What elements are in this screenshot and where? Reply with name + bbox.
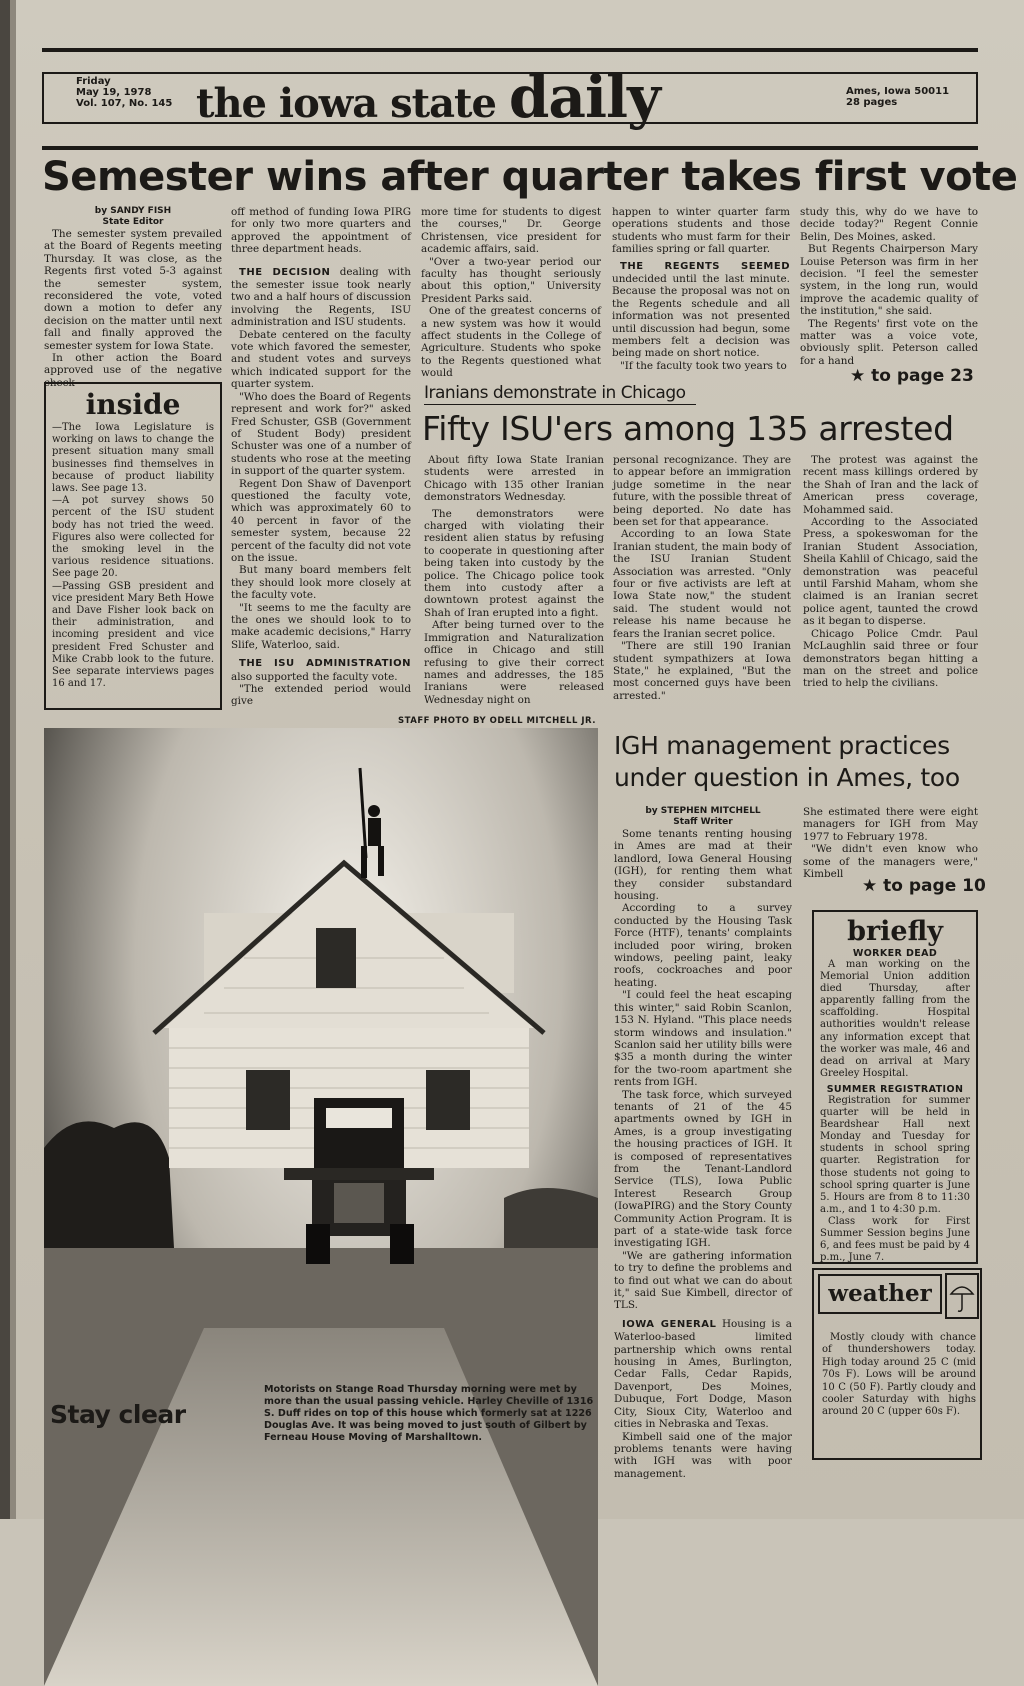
iran-paragraph: The protest was against the recent mass killings ordered by the Shah of Iran and the lack of American press coverage, Mohammed said.: [803, 454, 978, 516]
iran-kicker: Iranians demonstrate in Chicago: [424, 383, 686, 403]
umbrella-icon: [946, 1274, 978, 1318]
igh-paragraph: The task force, which surveyed tenants of 21 of the 45 apartments owned by IGH in Ames, is a group investigating the housing practices of IGH. It is composed of representatives from the Tenant-Landlord Service (TLS), Iowa Public Interest Research Group (IowaPIRG) and the Story County Community Action Program. It is part of a state-wide task force investigating IGH.: [614, 1088, 792, 1250]
iran-paragraph: After being turned over to the Immigration and Naturalization office in Chicago and still refusing to give their correct names and addresses, the 185 Iranians were released Wednesday night on: [424, 619, 604, 706]
lead-headline: Semester wins after quarter takes first vote: [42, 154, 1018, 200]
briefly-paragraph: Registration for summer quarter will be held in Beardshear Hall next Monday and Tuesday for students in school spring quarter. Registration for those students not going to school spring quarter is June 5. Hours are from 8 to 11:30 a.m., and 1 to 4:30 p.m.: [820, 1094, 970, 1215]
igh-column-2: [803, 806, 978, 881]
weather-box: [812, 1268, 982, 1460]
lead-subhead: THE ISU ADMINISTRATION: [239, 658, 411, 670]
top-rule: [42, 48, 978, 52]
masthead-day: Friday: [76, 76, 111, 87]
photo-credit: STAFF PHOTO BY ODELL MITCHELL JR.: [398, 716, 596, 726]
house-photo: [44, 728, 598, 1686]
igh-paragraph: Some tenants renting housing in Ames are mad at their landlord, Iowa General Housing (IGH), for renting them what they consider substandard housing.: [614, 828, 792, 903]
masthead-title: [196, 63, 660, 131]
weather-title: weather: [828, 1280, 932, 1307]
lead-byline-role: State Editor: [102, 217, 164, 227]
igh-paragraph: Kimbell said one of the major problems tenants were having with IGH was with poor management.: [614, 1430, 792, 1480]
iran-paragraph: Chicago Police Cmdr. Paul McLaughlin said three or four demonstrators began hitting a man on the street and police tried to help the civilians.: [803, 627, 978, 690]
lead-column-1: [44, 206, 222, 389]
lead-paragraph: "The extended period would give: [231, 683, 411, 708]
lead-paragraph: study this, why do we have to decide today?" Regent Connie Belin, Des Moines, asked.: [800, 206, 978, 243]
masthead-bottom-rule: [42, 146, 978, 150]
masthead-date: May 19, 1978: [76, 87, 152, 98]
lead-paragraph: off method of funding Iowa PIRG for only two more quarters and approved the appointment of three department heads.: [231, 206, 411, 256]
briefly-title: briefly: [847, 916, 943, 947]
igh-paragraph: Housing is a Waterloo-based limited partnership which owns rental housing in Ames, Burlington, Cedar Falls, Cedar Rapids, Davenport, Des Moines, Dubuque, Fort Dodge, Mason City, Sioux City, Waterloo and cities in Nebraska and Texas.: [614, 1317, 792, 1431]
igh-paragraph: According to a survey conducted by the Housing Task Force (HTF), tenants' complaints included poor wiring, broken windows, peeling paint, leaky roofs, cockroaches and poor heating.: [614, 902, 792, 989]
briefly-subhead: WORKER DEAD: [852, 948, 938, 959]
igh-headline-line-1: IGH management practices: [614, 731, 950, 760]
briefly-paragraph: A man working on the Memorial Union addition died Thursday, after apparently falling from the scaffolding. Hospital authorities wouldn't release any information except that the worker was male, 46 and dead on arrival at Mary Greeley Hospital.: [820, 959, 970, 1079]
binding-shadow: [10, 0, 16, 1519]
inside-title: inside: [85, 388, 181, 421]
lead-subhead: THE REGENTS SEEMED: [620, 260, 790, 272]
inside-box: [44, 382, 222, 710]
masthead-title-small: the iowa state: [196, 80, 496, 127]
lead-paragraph: "If the faculty took two years to: [620, 359, 787, 372]
lead-paragraph: In other action the Board approved use of the negative check-: [44, 352, 222, 389]
masthead-pages: 28 pages: [846, 97, 898, 108]
house-window: [316, 928, 356, 988]
iran-paragraph: "There are still 190 Iranian student sympathizers at Iowa State," he explained, "But the most concerned guys have been arrested.": [613, 640, 791, 702]
iran-paragraph: According to an Iowa State Iranian student, the main body of the ISU Iranian Student Association was arrested. "Only four or five activists are left at Iowa State now," the student said. The student would not release his name because he fears the Iranian secret police.: [613, 528, 791, 640]
igh-byline: by STEPHEN MITCHELL: [645, 806, 761, 816]
iran-paragraph: personal recognizance. They are to appear before an immigration judge sometime in the near future, with the possible threat of being deported. No date has been set for that appearance.: [613, 454, 791, 529]
iran-paragraph: About fifty Iowa State Iranian students were arrested in Chicago with 135 other Iranian demonstrators Wednesday.: [424, 454, 604, 504]
lead-column-5: [800, 206, 978, 367]
weather-forecast: [822, 1332, 976, 1456]
photo-caption: Motorists on Stange Road Thursday morning were met by more than the usual passing vehicle. Harley Cheville of 1316 S. Duff rides on top of this house which formerly sat at 1226 Douglas Ave. It was being moved to just south of Gilbert by Ferneau House Moving of Marshalltown.: [264, 1384, 594, 1443]
masthead-city: Ames, Iowa 50011: [846, 86, 950, 97]
masthead-title-big: daily: [508, 63, 660, 131]
lead-paragraph: One of the greatest concerns of a new system was how it would affect students in the College of Agriculture. Students who spoke to the Regents questioned what would: [421, 305, 601, 380]
house-window: [246, 1070, 290, 1130]
lead-paragraph: But Regents Chairperson Mary Louise Peterson was firm in her decision. "I feel the semester system, in the long run, would improve the academic quality of the institution," she said.: [800, 243, 978, 318]
lead-paragraph: also supported the faculty vote.: [231, 670, 398, 683]
weather-title-box: [818, 1274, 942, 1314]
lead-paragraph: Debate centered on the faculty vote which favored the semester, and student votes and surveys which indicated support for the quarter system.: [231, 328, 411, 391]
igh-paragraph: "I could feel the heat escaping this winter," said Robin Scanlon, 153 N. Hyland. "This place needs storm windows and insulation." Scanlon said her utility bills were $35 a month during the winter for the two-room apartment she rents from IGH.: [614, 989, 792, 1089]
briefly-text: [820, 1095, 970, 1264]
igh-subhead: IOWA GENERAL: [622, 1318, 717, 1330]
house-window: [426, 1070, 470, 1130]
lead-column-4: [612, 206, 790, 374]
igh-paragraph: She estimated there were eight managers for IGH from May 1977 to February 1978.: [803, 806, 978, 843]
lead-paragraph: "Who does the Board of Regents represent and work for?" asked Fred Schuster, GSB (Government of Student Body) president Schuster was one of a number of students who rose at the meeting in support of the quarter system.: [231, 390, 411, 478]
weather-text: Mostly cloudy with chance of thundershowers today. High today around 25 C (mid 70s F). Lows will be around 10 C (50 F). Partly cloudy and cooler Saturday with highs around 20 C (upper 60s F).: [822, 1332, 976, 1418]
tree-silhouette: [44, 1121, 174, 1268]
iran-headline: Fifty ISU'ers among 135 arrested: [422, 409, 954, 448]
lead-paragraph: Regent Don Shaw of Davenport questioned the faculty vote, which was approximately 60 to 40 percent in favor of the semester system, because 22 percent of the faculty did not vote on the issue.: [231, 477, 411, 564]
lead-jump-link[interactable]: ★ to page 23: [850, 366, 974, 386]
binding-edge: [0, 0, 10, 1519]
lead-paragraph: happen to winter quarter farm operations students and those students who must farm for their families spring or fall quarter.: [612, 206, 790, 256]
iran-column-2: [613, 454, 791, 710]
igh-column-1: [614, 806, 792, 1480]
lead-paragraph: "Over a two-year period our faculty has thought seriously about this option," University President Parks said.: [421, 255, 601, 305]
lead-column-2: [231, 206, 411, 710]
igh-byline-role: Staff Writer: [673, 817, 733, 827]
masthead-location: [846, 86, 949, 108]
inside-items: [52, 422, 214, 690]
lead-byline: by SANDY FISH: [94, 206, 172, 216]
iran-paragraph: The demonstrators were charged with violating their resident alien status by refusing to cooperate in questioning after being taken into custody by the police. The Chicago police took them into custody after a downtown protest against the Shah of Iran erupted into a fight.: [424, 507, 604, 619]
briefly-subhead: SUMMER REGISTRATION: [826, 1083, 964, 1095]
lead-column-3: [421, 206, 601, 380]
inside-item: —A pot survey shows 50 percent of the ISU student body has not tried the weed. Figures also were collected for the smoking level in the various residence situations. See page 20.: [52, 495, 214, 580]
briefly-paragraph: Class work for First Summer Session begins June 6, and fees must be paid by 4 p.m., June 7.: [820, 1215, 970, 1264]
iran-kicker-rule: [424, 404, 696, 405]
lead-paragraph: dealing with the semester issue took nearly two and a half hours of discussion involving the Regents, ISU administration and ISU students.: [231, 265, 411, 329]
lead-paragraph: But many board members felt they should look more closely at the faculty vote.: [231, 564, 411, 602]
photo-title: Stay clear: [50, 1400, 186, 1429]
inside-item: —The Iowa Legislature is working on laws to change the present situation many small businesses find themselves in because of product liability laws. See page 13.: [52, 422, 214, 495]
lead-paragraph: "It seems to me the faculty are the ones we should look to to make academic decisions," Harry Slife, Waterloo, said.: [231, 601, 411, 651]
iran-column-3: [803, 454, 978, 710]
masthead-dateline: [76, 76, 172, 109]
igh-headline-line-2: under question in Ames, too: [614, 763, 960, 792]
lead-paragraph: more time for students to digest the courses," Dr. George Christensen, vice president for academic affairs, said.: [421, 206, 601, 256]
igh-paragraph: "We didn't even know who some of the managers were," Kimbell: [803, 843, 978, 881]
iran-paragraph: According to the Associated Press, a spokeswoman for the Iranian Student Association, Sheila Kahlil of Chicago, said the demonstration was peaceful until Farshid Maham, whom she claimed is an Iranian secret police agent, taunted the crowd as it began to disperse.: [803, 516, 978, 628]
lead-paragraph: The Regents' first vote on the matter was a voice vote, obviously split. Peterson called for a hand: [800, 317, 978, 367]
masthead-volume: Vol. 107, No. 145: [76, 98, 173, 109]
igh-jump-link[interactable]: ★ to page 10: [862, 876, 986, 896]
igh-paragraph: "We are gathering information to try to define the problems and to find out what we can do about it," said Sue Kimbell, director of TLS.: [614, 1249, 792, 1312]
inside-item: —Passing GSB president and vice president Mary Beth Howe and Dave Fisher look back on their administration, and incoming president and vice president Fred Schuster and Mike Crabb look to the future. See separate interviews pages 16 and 17.: [52, 580, 214, 690]
briefly-text: [820, 959, 970, 1080]
iran-column-1: [424, 454, 604, 710]
briefly-box: [812, 910, 978, 1264]
lead-paragraph: undecided until the last minute. Because the proposal was not on the Regents schedule and all information was not presented until discussion had begun, some members felt a decision was being made on short notice.: [612, 273, 790, 360]
lead-subhead: THE DECISION: [239, 266, 331, 278]
lead-paragraph: The semester system prevailed at the Board of Regents meeting Thursday. It was close, as the Regents first voted 5-3 against the semester system, reconsidered the vote, voted down a motion to defer any decision on the matter until next fall and finally approved the semester system for Iowa State.: [44, 228, 222, 352]
